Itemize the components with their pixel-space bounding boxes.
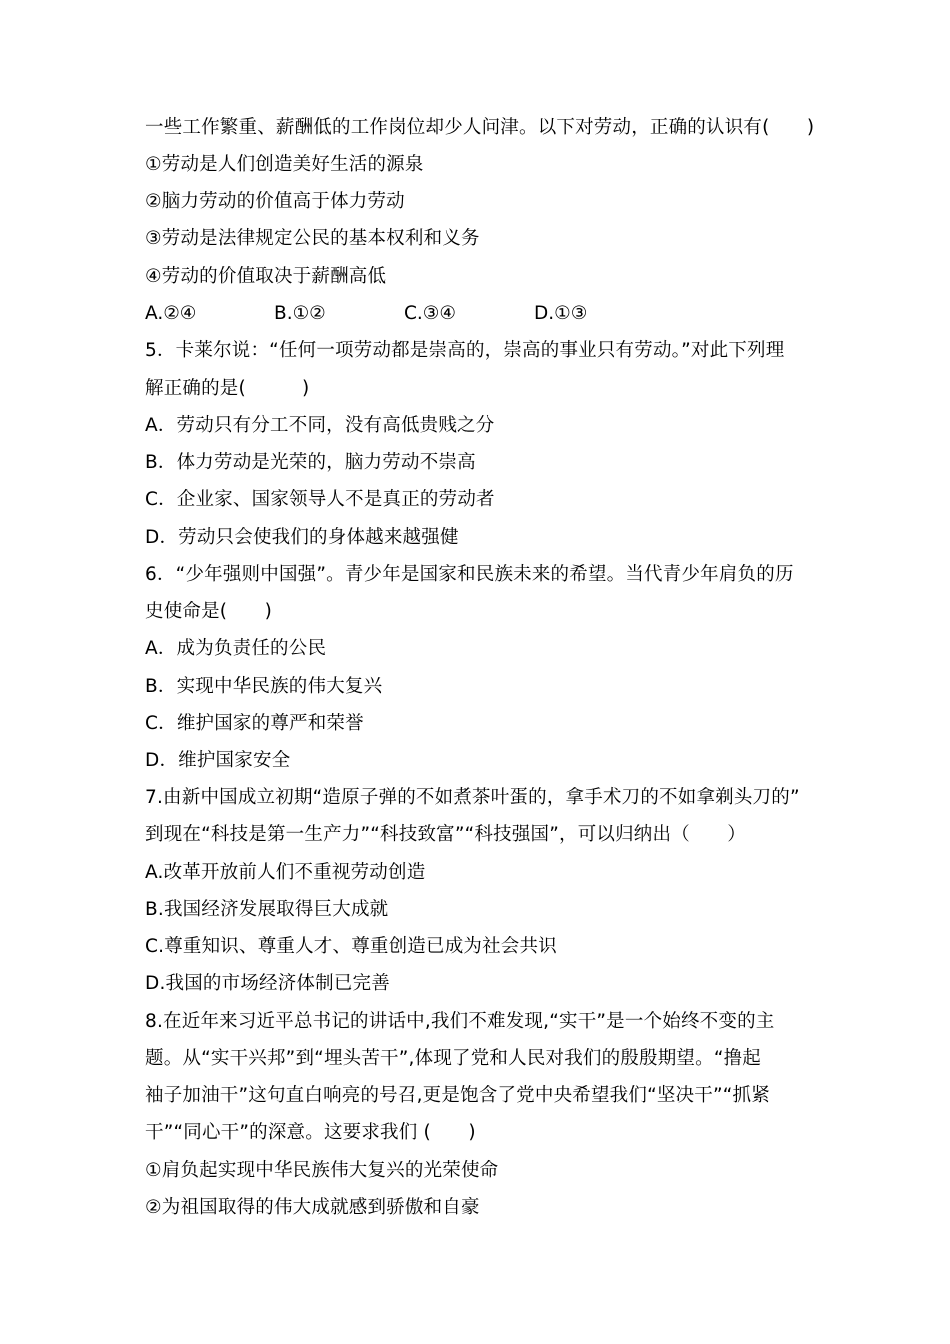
- question-8-stem: 干”“同心干”的深意。这要求我们 ( ): [145, 1122, 476, 1143]
- question-6-option-a: A．成为负责任的公民: [145, 638, 327, 659]
- q4-option-a: A.②④: [145, 303, 197, 324]
- question-7-stem: 到现在“科技是第一生产力”“科技致富”“科技强国”，可以归纳出（ ）: [145, 824, 747, 845]
- q4-option-b: B.①②: [274, 303, 326, 324]
- question-8-stem: 题。从“实干兴邦”到“埋头苦干”,体现了党和人民对我们的殷殷期望。“撸起: [145, 1048, 762, 1069]
- text-line: 一些工作繁重、薪酬低的工作岗位却少人问津。以下对劳动，正确的认识有( ): [145, 117, 815, 138]
- question-7-option-b: B.我国经济发展取得巨大成就: [145, 899, 389, 920]
- question-8-stem: 袖子加油干”这句直白响亮的号召,更是饱含了党中央希望我们“坚决干”“抓紧: [145, 1085, 770, 1106]
- text-line: ③劳动是法律规定公民的基本权利和义务: [145, 228, 480, 249]
- question-8-item-2: ②为祖国取得的伟大成就感到骄傲和自豪: [145, 1197, 480, 1218]
- q4-option-c: C.③④: [404, 303, 456, 324]
- question-6-stem: 6．“少年强则中国强”。青少年是国家和民族未来的希望。当代青少年肩负的历: [145, 564, 794, 585]
- question-6-option-c: C．维护国家的尊严和荣誉: [145, 713, 364, 734]
- q4-option-d: D.①③: [534, 303, 588, 324]
- text-line: ②脑力劳动的价值高于体力劳动: [145, 191, 405, 212]
- text-line: ④劳动的价值取决于薪酬高低: [145, 266, 387, 287]
- text-line: ①劳动是人们创造美好生活的源泉: [145, 154, 424, 175]
- question-8-item-1: ①肩负起实现中华民族伟大复兴的光荣使命: [145, 1160, 499, 1181]
- question-5-option-d: D．劳动只会使我们的身体越来越强健: [145, 527, 459, 548]
- question-5-option-b: B．体力劳动是光荣的，脑力劳动不崇高: [145, 452, 476, 473]
- question-6-stem: 史使命是( ): [145, 601, 273, 622]
- question-5-stem: 解正确的是( ): [145, 378, 310, 399]
- question-5-stem: 5．卡莱尔说：“任何一项劳动都是崇高的，崇高的事业只有劳动。”对此下列理: [145, 340, 785, 361]
- question-6-option-b: B．实现中华民族的伟大复兴: [145, 676, 383, 697]
- question-6-option-d: D．维护国家安全: [145, 750, 291, 771]
- question-7-stem: 7.由新中国成立初期“造原子弹的不如煮茶叶蛋的，拿手术刀的不如拿剃头刀的”: [145, 787, 800, 808]
- question-7-option-a: A.改革开放前人们不重视劳动创造: [145, 862, 426, 883]
- question-7-option-c: C.尊重知识、尊重人才、尊重创造已成为社会共识: [145, 936, 557, 957]
- question-5-option-c: C．企业家、国家领导人不是真正的劳动者: [145, 489, 495, 510]
- question-7-option-d: D.我国的市场经济体制已完善: [145, 973, 390, 994]
- question-5-option-a: A．劳动只有分工不同，没有高低贵贱之分: [145, 415, 495, 436]
- question-8-stem: 8.在近年来习近平总书记的讲话中,我们不难发现,“实干”是一个始终不变的主: [145, 1011, 775, 1032]
